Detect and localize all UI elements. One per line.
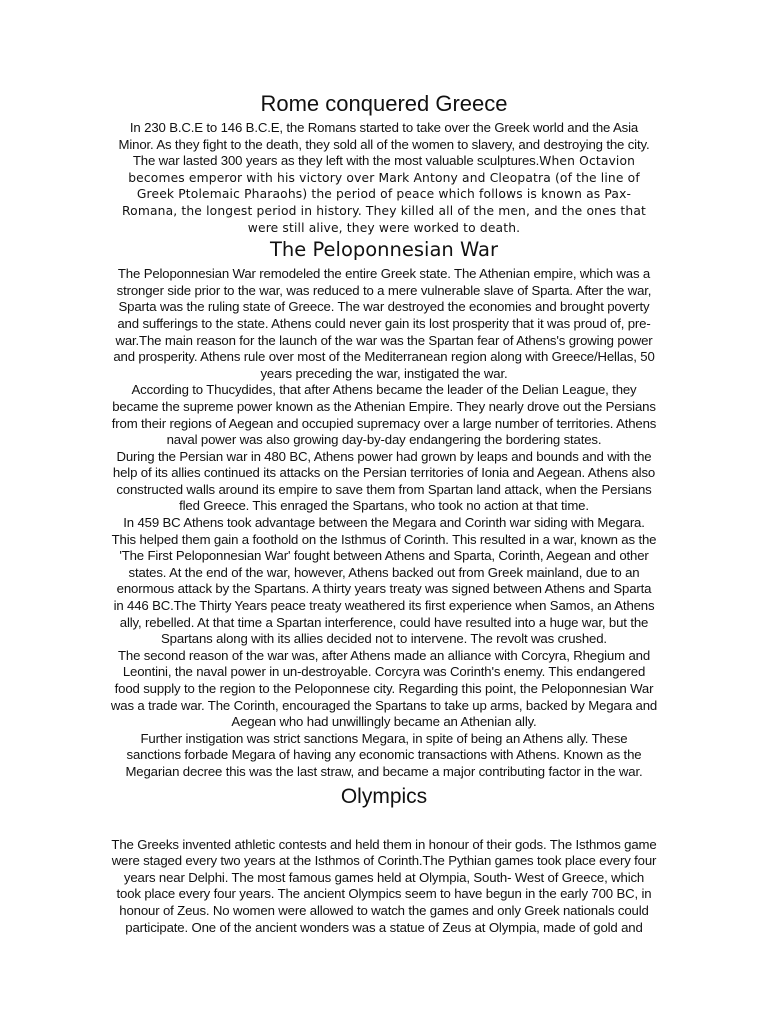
text-line: was a trade war. The Corinth, encouraged the Spartans to take up arms, backed by Megara and <box>110 697 658 713</box>
paragraph-peloponnesian-war <box>84 266 684 780</box>
text-line: war.The main reason for the launch of the war was the Spartan fear of Athens's growing power <box>115 332 653 348</box>
text-line: Megarian decree this was the last straw, and became a major contributing factor in the war. <box>125 763 643 779</box>
text-segment: When Octavion <box>539 154 636 169</box>
text-line: honour of Zeus. No women were allowed to watch the games and only Greek nationals could <box>119 902 649 918</box>
text-line: and prosperity. Athens rule over most of the Mediterranean region along with Greece/Hellas, 50 <box>113 349 655 365</box>
text-line: In 230 B.C.E to 146 B.C.E, the Romans started to take over the Greek world and the Asia <box>129 120 639 135</box>
text-line: took place every four years. The ancient Olympics seem to have begun in the early 700 BC, in <box>116 886 652 902</box>
text-line: In 459 BC Athens took advantage between the Megara and Corinth war siding with Megara. <box>123 515 645 531</box>
text-line: Aegean who had unwillingly became an Athenian ally. <box>231 714 537 730</box>
text-line: enormous attack by the Spartans. A thirty years treaty was signed between Athens and Sparta <box>116 581 652 597</box>
text-line: Further instigation was strict sanctions Megara, in spite of being an Athens ally. These <box>140 730 628 746</box>
text-line: were staged every two years at the Isthmos of Corinth.The Pythian games took place every four <box>111 853 657 869</box>
text-line: naval power was also growing day-by-day endangering the bordering states. <box>166 432 602 448</box>
text-line: 'The First Peloponnesian War' fought between Athens and Sparta, Corinth, Aegean and other <box>119 548 649 564</box>
text-line: Sparta was the ruling state of Greece. The war destroyed the economies and brought poverty <box>118 299 650 315</box>
document-page <box>84 90 684 936</box>
text-line: became the supreme power known as the Athenian Empire. They nearly drove out the Persians <box>112 398 656 414</box>
text-line: food supply to the region to the Peloponnese city. Regarding this point, the Peloponnesian War <box>114 681 654 696</box>
text-line: According to Thucydides, that after Athens became the leader of the Delian League, they <box>131 382 637 398</box>
text-line: in 446 BC.The Thirty Years peace treaty weathered its first experience when Samos, an Athens <box>113 598 655 614</box>
text-line: years near Delphi. The most famous games held at Olympia, South- West of Greece, which <box>123 869 645 885</box>
text-line: were still alive, they were worked to death. <box>247 220 521 235</box>
text-line: help of its allies continued its attacks on the Persian territories of Ionia and Aegean. Athens also <box>112 465 656 481</box>
spacer <box>84 811 684 837</box>
text-line: years preceding the war, instigated the war. <box>260 365 508 381</box>
text-line: and sufferings to the state. Athens could never gain its lost prosperity that it was proud of, pre- <box>117 315 651 331</box>
text-line: becomes emperor with his victory over Mark Antony and Cleopatra (of the line of <box>128 170 640 185</box>
text-line: from their regions of Aegean and occupied supremacy over a large number of territories. Athens <box>111 415 657 431</box>
text-line: The Peloponnesian War remodeled the entire Greek state. The Athenian empire, which was a <box>117 266 651 282</box>
text-line: Leontini, the naval power in un-destroyable. Corcyra was Corinth's enemy. This endangered <box>122 664 646 680</box>
text-line: participate. One of the ancient wonders was a statue of Zeus at Olympia, made of gold and <box>125 919 643 935</box>
paragraph-rome <box>84 120 684 170</box>
paragraph-rome-continued <box>84 170 684 236</box>
text-line: ally, rebelled. At that time a Spartan interference, could have resulted into a huge war, but the <box>119 614 649 630</box>
heading-rome: Rome conquered Greece <box>260 91 508 116</box>
text-line: Minor. As they fight to the death, they sold all of the women to slavery, and destroying the city. <box>118 136 650 152</box>
heading-peloponnesian-war: The Peloponnesian War <box>270 238 498 262</box>
text-line: constructed walls around its empire to save them from Spartan land attack, when the Persians <box>116 481 652 497</box>
text-line: The second reason of the war was, after Athens made an alliance with Corcyra, Rhegium and <box>117 647 651 663</box>
text-line: Spartans along with its allies decided not to intervene. The revolt was crushed. <box>161 631 607 647</box>
text-line: fled Greece. This enraged the Spartans, who took no action at that time. <box>179 498 589 514</box>
text-line: The Greeks invented athletic contests and held them in honour of their gods. The Isthmos game <box>111 836 657 852</box>
text-line: states. At the end of the war, however, Athens backed out from Greek mainland, due to an <box>128 564 640 580</box>
text-line: sanctions forbade Megara of having any economic transactions with Athens. Known as the <box>126 747 642 763</box>
heading-olympics: Olympics <box>340 784 428 808</box>
text-line: Romana, the longest period in history. They killed all of the men, and the ones that <box>122 203 646 218</box>
paragraph-olympics <box>84 837 684 937</box>
text-line: Greek Ptolemaic Pharaohs) the period of peace which follows is known as Pax- <box>136 187 632 202</box>
text-line: stronger side prior to the war, was reduced to a mere vulnerable slave of Sparta. After the war, <box>116 282 652 298</box>
text-line: During the Persian war in 480 BC, Athens power had grown by leaps and bounds and with the <box>116 448 652 464</box>
text-line: This helped them gain a foothold on the Isthmus of Corinth. This resulted in a war, known as the <box>111 531 657 547</box>
text-line-mixed <box>84 153 684 170</box>
text-segment: The war lasted 300 years as they left with the most valuable sculptures. <box>132 153 540 169</box>
